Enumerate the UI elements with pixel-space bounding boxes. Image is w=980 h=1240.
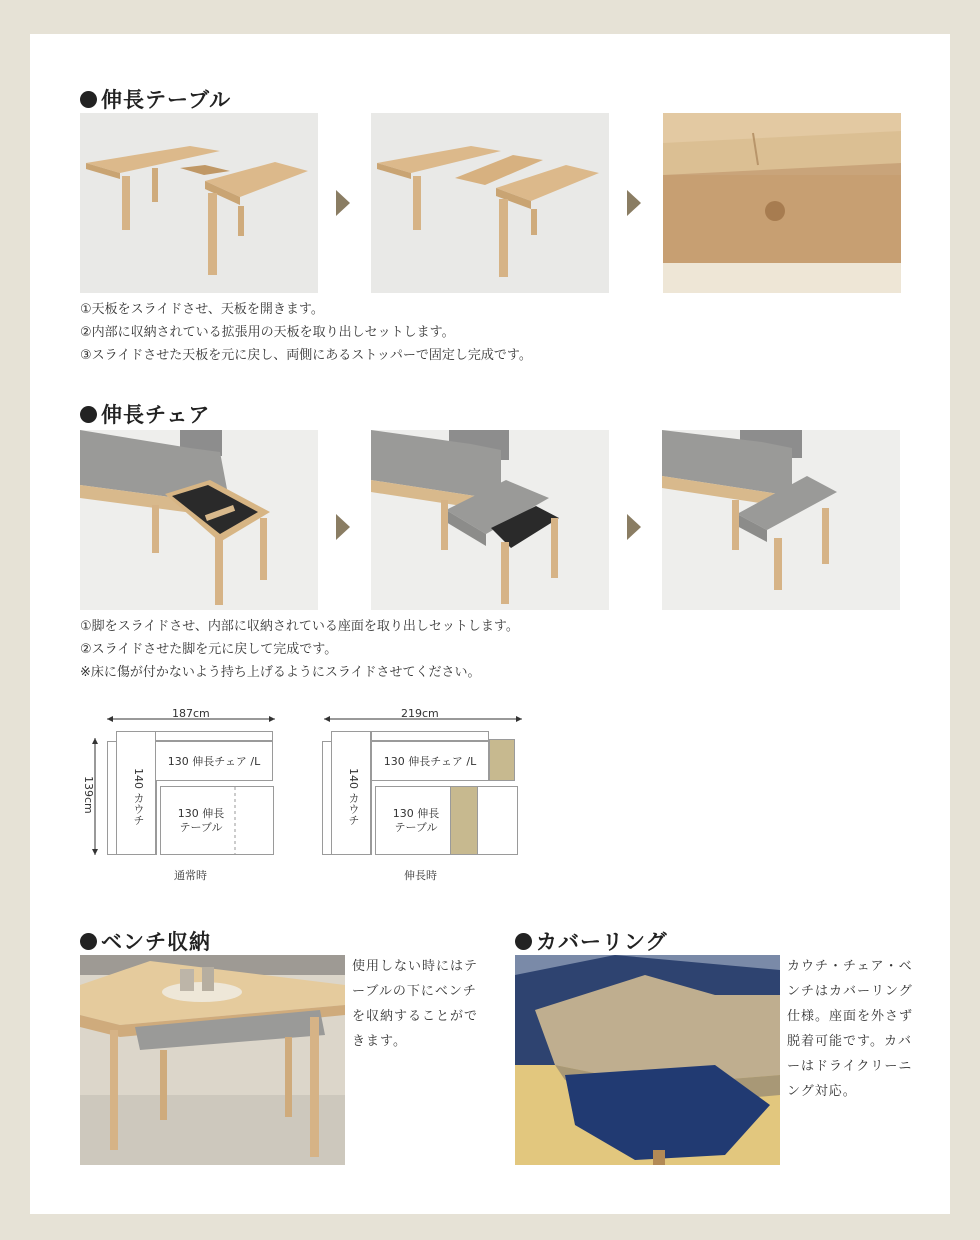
arrow-right-icon xyxy=(336,190,350,216)
height-label: 139cm xyxy=(82,776,95,814)
arrow-right-icon xyxy=(336,514,350,540)
step-text: ①脚をスライドさせ、内部に収納されている座面を取り出しセットします。 xyxy=(80,619,519,634)
extended-caption: 伸長時 xyxy=(404,869,437,882)
table-label: 130 伸長 テーブル xyxy=(392,807,440,834)
bench-storage-photo xyxy=(80,955,345,1165)
chair-extension-shape xyxy=(489,739,515,781)
width-label: 219cm xyxy=(401,707,439,720)
arrow-right-icon xyxy=(627,514,641,540)
table-label: 130 伸長 テーブル xyxy=(177,807,225,834)
chair-back-shape xyxy=(371,731,489,741)
step-text: ②スライドさせた脚を元に戻して完成です。 xyxy=(80,642,338,657)
step-text: ③スライドさせた天板を元に戻し、両側にあるストッパーで固定し完成です。 xyxy=(80,348,532,363)
bullet-icon xyxy=(80,406,97,423)
couch-label: 140 カウチ xyxy=(347,768,360,826)
step-text: ②内部に収納されている拡張用の天板を取り出しセットします。 xyxy=(80,325,455,340)
bullet-icon xyxy=(80,91,97,108)
table-photo-2 xyxy=(371,113,609,293)
step-text: ※床に傷が付かないよう持ち上げるようにスライドさせてください。 xyxy=(80,665,481,680)
width-label: 187cm xyxy=(172,707,210,720)
section-title-chair: 伸長チェア xyxy=(80,399,210,429)
table-steps xyxy=(80,298,532,367)
table-photo-3 xyxy=(663,113,901,293)
normal-caption: 通常時 xyxy=(174,869,207,882)
section-title-bench: ベンチ収納 xyxy=(80,926,211,956)
chair-label: 130 伸長チェア /L xyxy=(383,755,477,768)
chair-photo-1 xyxy=(80,430,318,610)
section-title-table: 伸長テーブル xyxy=(80,84,231,114)
couch-label: 140 カウチ xyxy=(132,768,145,826)
chair-back-shape xyxy=(155,731,273,741)
table-extension-shape xyxy=(450,786,478,855)
step-text: ①天板をスライドさせ、天板を開きます。 xyxy=(80,302,324,317)
chair-photo-3 xyxy=(662,430,900,610)
cover-description: カウチ・チェア・ベンチはカバーリング仕様。座面を外さず脱着可能です。カバーはドライクリーニング対応。 xyxy=(787,959,914,1099)
chair-steps xyxy=(80,615,519,684)
chair-label: 130 伸長チェア /L xyxy=(167,755,261,768)
bullet-icon xyxy=(515,933,532,950)
section-title-cover: カバーリング xyxy=(515,926,668,956)
arrow-right-icon xyxy=(627,190,641,216)
covering-photo xyxy=(515,955,780,1165)
bullet-icon xyxy=(80,933,97,950)
chair-photo-2 xyxy=(371,430,609,610)
bench-description: 使用しない時にはテーブルの下にベンチを収納することができます。 xyxy=(352,959,479,1049)
table-photo-1 xyxy=(80,113,318,293)
